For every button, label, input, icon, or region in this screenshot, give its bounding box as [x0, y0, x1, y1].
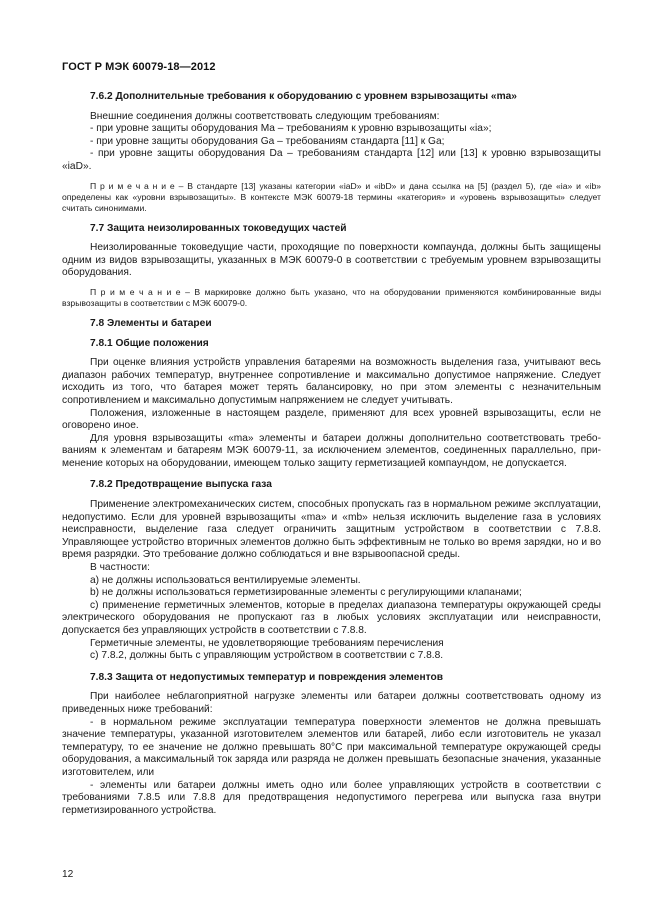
list-item: - в нормальном режиме эксплуатации температура поверхности элементов не должна превышать значение температуры, указанной изготовителем элементов или батарей, либо если изготовитель не указал температуру, то ее значение не должно превышать 80°С при максимальной температуре окружающей среды оборудования, а максимальный ток заряда или разряда не должен превышать безопасные значения, указанные изготовителем, или [62, 716, 601, 778]
list-item: b) не должны использоваться герметизированные элементы с регулирующими клапанами; [90, 587, 522, 599]
section-heading-7-7: 7.7 Защита неизолированных токоведущих частей [90, 222, 347, 234]
paragraph: В частности: [90, 562, 150, 574]
document-code-header: ГОСТ Р МЭК 60079-18—2012 [62, 61, 216, 73]
paragraph: Герметичные элементы, не удовлетворяющие требованиям перечисления [90, 637, 444, 649]
note-text: – В маркировке должно быть указано, что на оборудовании применяются комбинированные виды взрывозащиты в соответствии с МЭК 60079-0. [62, 286, 602, 308]
section-heading-7-8-3: 7.8.3 Защита от недопустимых температур и повреждения элементов [90, 671, 443, 683]
note-label: П р и м е ч а н и е [90, 286, 181, 297]
list-item: с) применение герметичных элементов, которые в пределах диапазона температуры окружающей среды электрического оборудования не пропускают газ в любых условиях эксплуатации или неисправности, допускается без управляющих устройств в соответствии с 7.8.8. [62, 599, 601, 636]
list-item: а) не должны использоваться вентилируемые элементы. [90, 574, 361, 586]
paragraph: с) 7.8.2, должны быть с управляющим устройством в соответствии с 7.8.8. [90, 650, 444, 662]
section-heading-7-6-2: 7.6.2 Дополнительные требования к оборудованию с уровнем взрывозащиты «ma» [90, 91, 517, 102]
paragraph: Применение электромеханических систем, способных пропускать газ в нормальном режиме эксплуатации, недопустимо. Если для уровней взрывозащиты «ma» и «mb» нельзя исключить выделение газа в условиях неисправности, выделение газа следует ограничить защитным устройством в соответствии с 7.8.8. Управляющее устройство вторичных элементов должно быть эффективным не только во время зарядки, но и во время разрядки. Это требование должно соблюдаться и вне взрывоопасной среды. [62, 499, 601, 561]
list-item: - при уровне защиты оборудования Ma – требованиям к уровню взрывозащиты «ia»; [90, 123, 492, 135]
document-body [62, 91, 601, 817]
note-label: П р и м е ч а н и е [90, 180, 175, 191]
paragraph: Для уровня взрывозащиты «ma» элементы и батареи должны дополнительно соответствовать требованиям к элементам и батареям МЭК 60079-11, за исключением элементов, соединенных параллельно, применение которых на оборудовании, имеющем только защиту герметизацией компаундом, не допускается. [62, 432, 601, 469]
section-heading-7-8-1: 7.8.1 Общие положения [90, 337, 209, 349]
page-number: 12 [62, 869, 74, 880]
section-heading-7-8: 7.8 Элементы и батареи [90, 317, 212, 329]
note [62, 181, 601, 214]
paragraph: Внешние соединения должны соответствовать следующим требованиям: [90, 110, 440, 122]
list-item: - при уровне защиты оборудования Ga – требованиям стандарта [11] к Ga; [90, 135, 445, 147]
note [62, 287, 601, 309]
paragraph: Неизолированные токоведущие части, проходящие по поверхности компаунда, должны быть защищены одним из видов взрывозащиты, указанных в МЭК 60079-0 в соответствии с требуемым уровнем взрывозащиты оборудования. [62, 242, 601, 279]
paragraph: При оценке влияния устройств управления батареями на возможность выделения газа, учитывают весь диапазон рабочих температур, внутреннее сопротивление и максимально допустимое напряжение. Следует исходить из того, что батарея может терять балансировку, но при этом элементы с незначительным сопротивлением и максимально допустимым напряжением не следует учитывать. [62, 357, 601, 406]
list-item: - элементы или батареи должны иметь одно или более управляющих устройств в соответствии с требованиями 7.8.5 или 7.8.8 для предотвращения недопустимого перегрева или выпуска газа внутри герметизированного устройства. [62, 779, 601, 816]
paragraph: Положения, изложенные в настоящем разделе, применяют для всех уровней взрывозащиты, если не оговорено иное. [62, 407, 601, 432]
list-item: - при уровне защиты оборудования Da – требованиям стандарта [12] или [13] к уровню взрывозащиты «iaD». [62, 148, 601, 172]
paragraph: При наиболее неблагоприятной нагрузке элементы или батареи должны соответствовать одному из приведенных ниже требований: [62, 691, 601, 715]
section-heading-7-8-2: 7.8.2 Предотвращение выпуска газа [90, 479, 272, 491]
note-text: – В стандарте [13] указаны категории «iaD» и «ibD» и дана ссылка на [5] (раздел 5), где «ia» и «ib» определены как «уровни взрывозащиты». В контексте МЭК 60079-18 термины «категория» и «уровень взрывозащиты» следует считать синонимами. [62, 180, 602, 213]
